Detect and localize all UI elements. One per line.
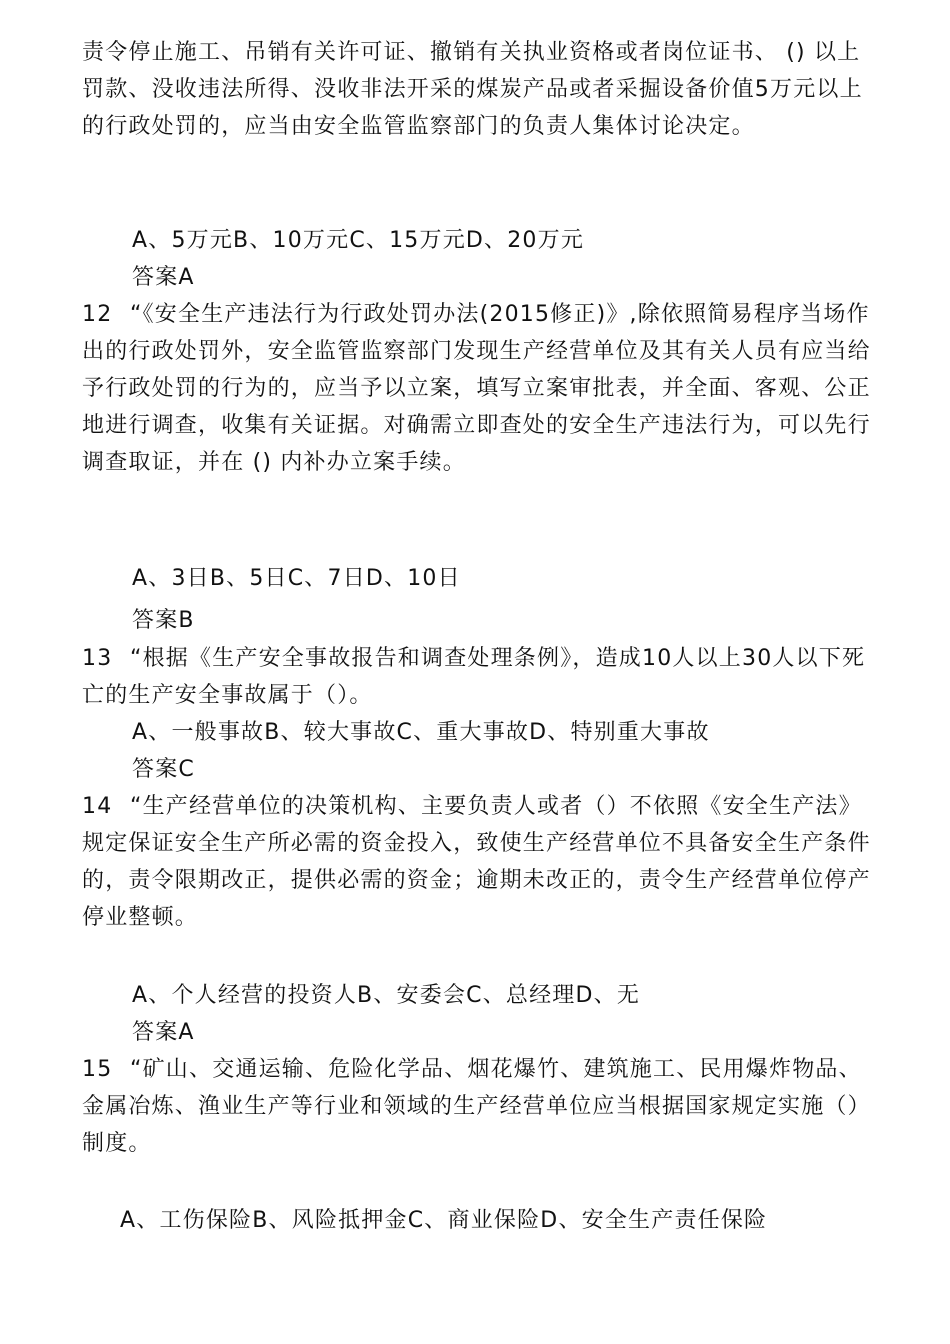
question-14-options: A、个人经营的投资人B、安委会C、总经理D、无	[132, 983, 641, 1008]
question-text: “矿山、交通运输、危险化学品、烟花爆竹、建筑施工、民用爆炸物品、金属冶炼、渔业生产等行业和领域的生产经营单位应当根据国家规定实施（）制度。	[82, 1057, 871, 1156]
question-14-answer: 答案A	[132, 1020, 195, 1045]
question-number: 15	[82, 1057, 113, 1082]
question-text: “根据《生产安全事故报告和调查处理条例》，造成10人以上30人以下死亡的生产安全事故属于（）。	[82, 646, 866, 708]
question-14	[82, 788, 872, 936]
question-13	[82, 640, 872, 714]
question-number: 12	[82, 302, 113, 327]
question-15-options: A、工伤保险B、风险抵押金C、商业保险D、安全生产责任保险	[120, 1208, 768, 1233]
intro-question-text: 责令停止施工、吊销有关许可证、撤销有关执业资格或者岗位证书、 () 以上罚款、没收违法所得、没收非法开采的煤炭产品或者采掘设备价值5万元以上的行政处罚的，应当由安全监管监察部门的负责人集体讨论决定。	[82, 40, 863, 139]
question-12	[82, 296, 872, 481]
intro-options: A、5万元B、10万元C、15万元D、20万元	[132, 228, 585, 253]
question-text: “生产经营单位的决策机构、主要负责人或者（）不依照《安全生产法》规定保证安全生产所必需的资金投入，致使生产经营单位不具备安全生产条件的，责令限期改正，提供必需的资金；逾期未改正的，责令生产经营单位停产停业整顿。	[82, 794, 871, 930]
intro-answer: 答案A	[132, 265, 195, 290]
question-13-options: A、一般事故B、较大事故C、重大事故D、特别重大事故	[132, 720, 710, 745]
question-12-answer: 答案B	[132, 608, 195, 633]
question-number: 13	[82, 646, 113, 671]
question-number: 14	[82, 794, 113, 819]
question-13-answer: 答案C	[132, 757, 195, 782]
question-15	[82, 1051, 872, 1162]
question-12-options: A、3日B、5日C、7日D、10日	[132, 566, 461, 591]
question-text: “《安全生产违法行为行政处罚办法(2015修正)》,除依照简易程序当场作出的行政处罚外，安全监管监察部门发现生产经营单位及其有关人员有应当给予行政处罚的行为的，应当予以立案，填写立案审批表，并全面、客观、公正地进行调查，收集有关证据。对确需立即查处的安全生产违法行为，可以先行调查取证，并在 () 内补办立案手续。	[82, 302, 871, 475]
